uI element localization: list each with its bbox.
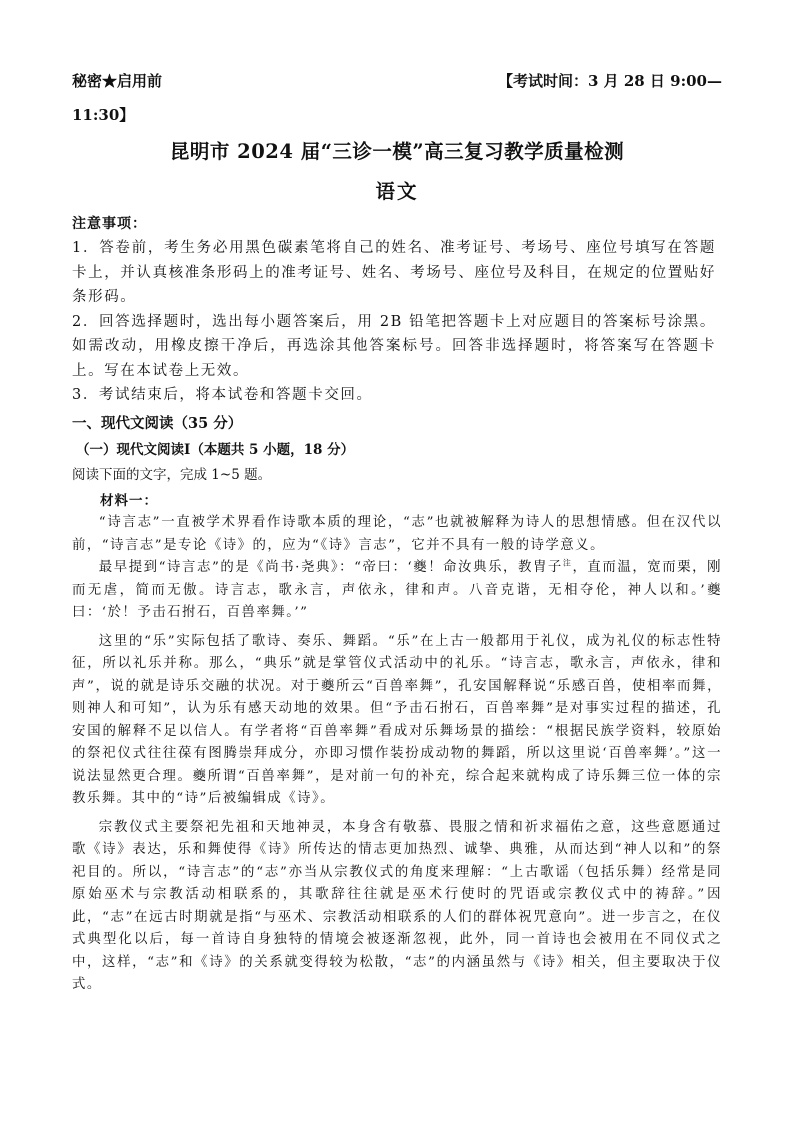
subsection-heading: （一）现代文阅读Ⅰ（本题共 5 小题，18 分）: [76, 442, 355, 458]
confidential-label: 秘密★启用前: [72, 72, 163, 90]
paragraph: “诗言志”一直被学术界看作诗歌本质的理论，“志”也就被解释为诗人的思想情感。但在汉代以前，“诗言志”是专论《诗》的，应为“《诗》言志”，它并不具有一般的诗学意义。: [72, 515, 722, 553]
paragraph: 这里的“乐”实际包括了歌诗、奏乐、舞蹈。“乐”在上古一般都用于礼仪，成为礼仪的标志性特征，所以礼乐并称。那么，“典乐”就是掌管仪式活动中的礼乐。“诗言志，歌永言，声依永，律和声”，说的就是诗乐交融的状况。对于夔所云“百兽率舞”，孔安国解释说“乐感百兽，使相率而舞，则神人和可知”，认为乐有感天动地的效果。但“予击石拊石，百兽率舞”是对事实过程的描述，孔安国的解释不足以信人。有学者将“百兽率舞”看成对乐舞场景的描绘：“根据民族学资料，较原始的祭祀仪式往往葆有图腾崇拜成分，亦即习惯作装扮成动物的舞蹈，所以这里说‘百兽率舞’。”这一说法显然更合理。夔所谓“百兽率舞”，是对前一句的补充，综合起来就构成了诗乐舞三位一体的宗教乐舞。其中的“诗”后被编辑成《诗》。: [72, 633, 722, 806]
material-title: 材料一：: [100, 493, 158, 509]
exam-time-continued: 11:30】: [72, 106, 135, 124]
footnote-marker: 注: [562, 558, 573, 568]
notice-item: 1．答卷前，考生务必用黑色碳素笔将自己的姓名、准考证号、考场号、座位号填写在答题卡上，并认真核准条形码上的准考证号、姓名、考场号、座位号及科目，在规定的位置贴好条形码。: [72, 240, 716, 305]
exam-title: 昆明市 2024 届“三诊一模”高三复习教学质量检测: [169, 140, 625, 163]
notice-item: 3．考试结束后，将本试卷和答题卡交回。: [72, 387, 373, 403]
notice-item: 2．回答选择题时，选出每小题答案后，用 2B 铅笔把答题卡上对应题目的答案标号涂黑。如需改动，用橡皮擦干净后，再选涂其他答案标号。回答非选择题时，将答案写在答题卡上。写在本试卷上无效。: [72, 313, 716, 379]
paragraph-text: ，直而温，宽而栗，刚而无虐，简而无傲。诗言志，歌永言，声依永，律和声。八音克谐，无相夺伦，神人以和。’夔曰：‘於！予击石拊石，百兽率舞。’”: [72, 560, 723, 620]
paragraph: 宗教仪式主要祭祀先祖和天地神灵，本身含有敬慕、畏服之情和祈求福佑之意，这些意愿通过歌《诗》表达，乐和舞使得《诗》所传达的情志更加热烈、诚挚、典雅，从而达到“神人以和”的祭祀目的。所以，“诗言志”的“志”亦当从宗教仪式的角度来理解：“上古歌谣（包括乐舞）经常是同原始巫术与宗教活动相联系的，其歌辞往往就是巫术行使时的咒语或宗教仪式中的祷辞。”因此，“志”在远古时期就是指“与巫术、宗教活动相联系的人们的群体祝咒意向”。进一步言之，在仪式典型化以后，每一首诗自身独特的情境会被逐渐忽视，此外，同一首诗也会被用在不同仪式之中，这样，“志”和《诗》的关系就变得较为松散，“志”的内涵虽然与《诗》相关，但主要取决于仪式。: [72, 819, 722, 992]
subject-title: 语文: [375, 180, 419, 203]
notice-heading: 注意事项：: [72, 216, 147, 232]
header-row: [72, 70, 722, 91]
notice-list: [72, 236, 716, 408]
paragraph-text: 最早提到“诗言志”的是《尚书·尧典》：“帝曰：‘夔！命汝典乐，教胄子: [98, 560, 563, 575]
section-heading: 一、现代文阅读（35 分）: [72, 415, 243, 432]
exam-time: 【考试时间：3 月 28 日 9:00—: [497, 72, 722, 90]
instruction-text: 阅读下面的文字，完成 1~5 题。: [72, 467, 272, 483]
paragraph: [72, 557, 722, 625]
reading-passage: [72, 512, 722, 997]
